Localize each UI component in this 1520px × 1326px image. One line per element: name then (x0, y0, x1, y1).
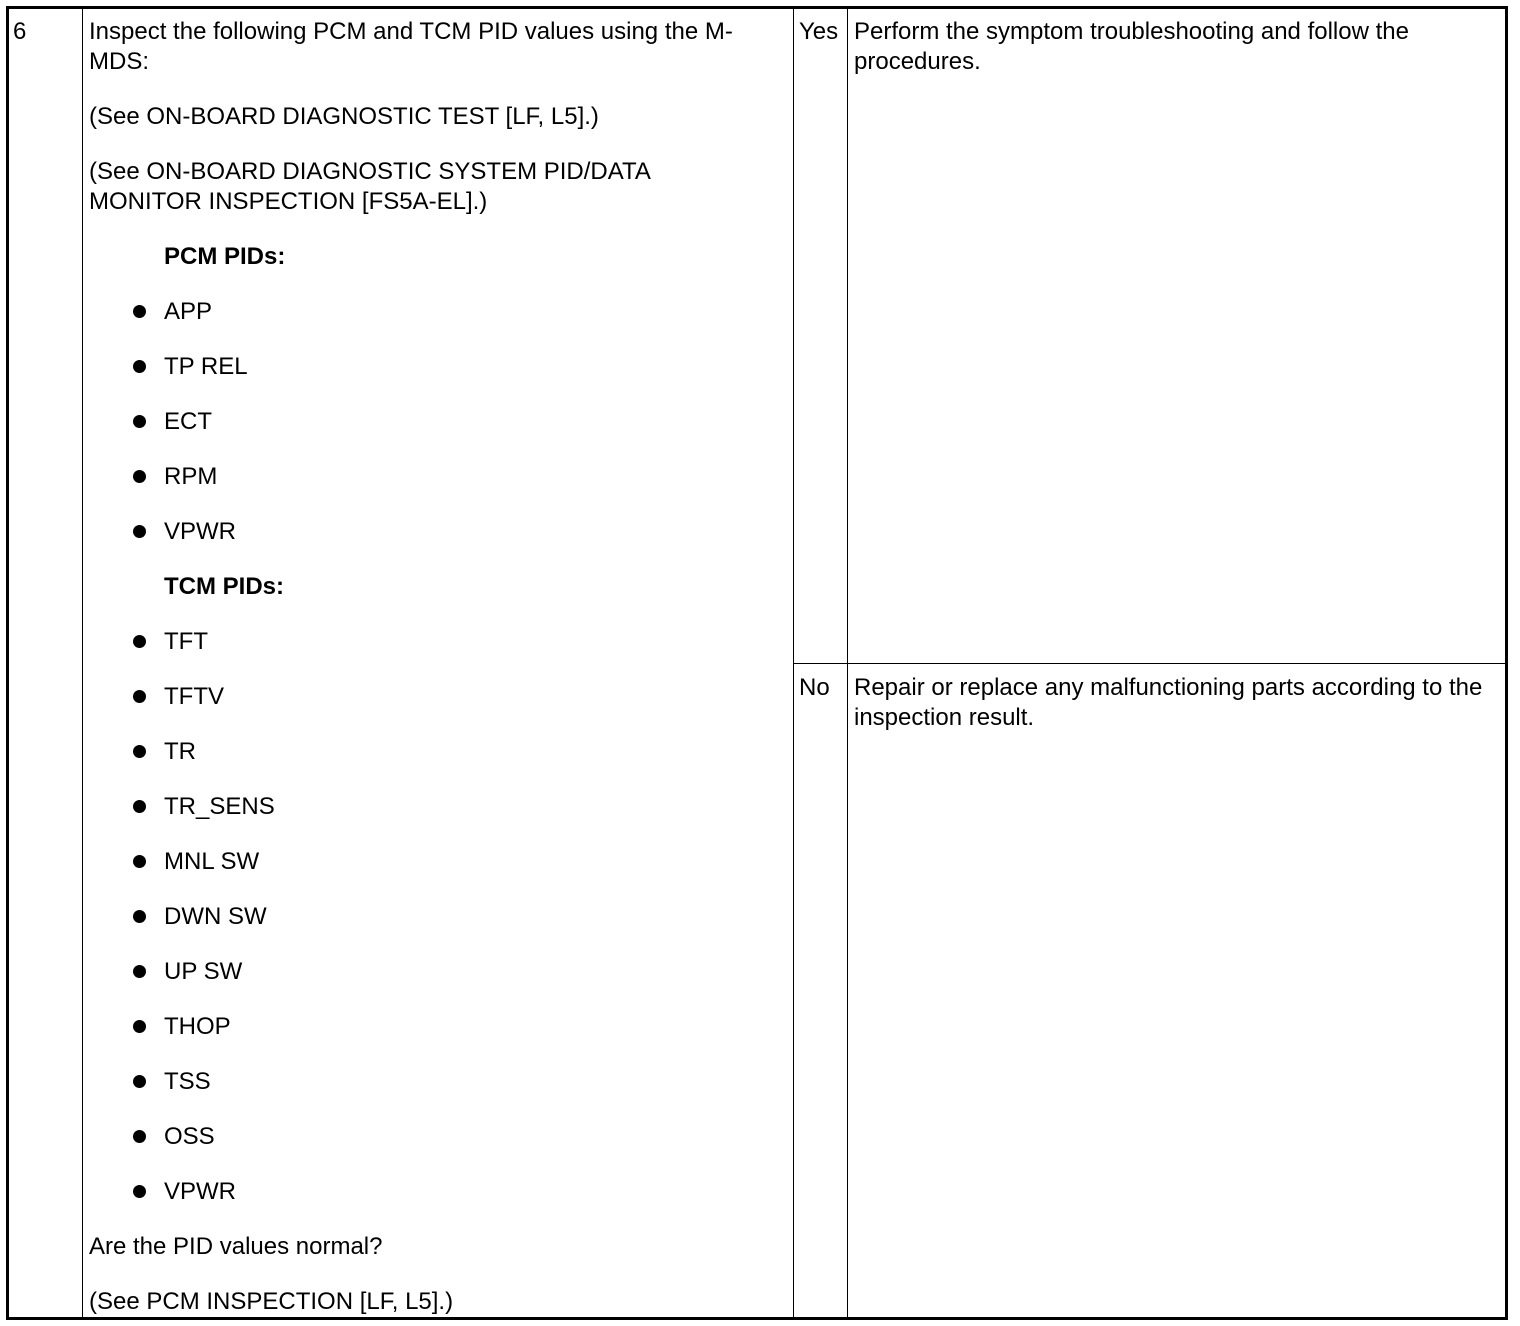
bullet-icon (133, 525, 146, 538)
pid-label: MNL SW (164, 848, 260, 875)
pid-label: OSS (164, 1123, 215, 1150)
pid-label: TSS (164, 1068, 211, 1095)
pid-label: TP REL (164, 353, 248, 380)
bullet-icon (133, 415, 146, 428)
pid-label: TR_SENS (164, 793, 275, 820)
bullet-icon (133, 1075, 146, 1088)
no-action: Repair or replace any malfunctioning parts according to the inspection result. (854, 674, 1483, 731)
pid-label: TR (164, 738, 196, 765)
pid-label: TFT (164, 628, 208, 655)
pid-label: DWN SW (164, 903, 267, 930)
troubleshooting-table (6, 6, 1508, 1320)
pid-label: RPM (164, 463, 218, 490)
yes-label: Yes (799, 18, 839, 45)
pid-label: THOP (164, 1013, 231, 1040)
pid-label: APP (164, 298, 213, 325)
bullet-icon (133, 635, 146, 648)
step-number: 6 (13, 18, 27, 45)
bullet-icon (133, 1185, 146, 1198)
pid-label: VPWR (164, 518, 236, 545)
column-divider (82, 9, 83, 1317)
bullet-icon (133, 305, 146, 318)
reference-onboard-test: (See ON-BOARD DIAGNOSTIC TEST [LF, L5].) (89, 103, 599, 130)
reference-pcm-inspection: (See PCM INSPECTION [LF, L5].) (89, 1288, 454, 1315)
tcm-pids-heading: TCM PIDs: (164, 573, 284, 600)
bullet-icon (133, 855, 146, 868)
bullet-icon (133, 1130, 146, 1143)
bullet-icon (133, 800, 146, 813)
pcm-pids-heading: PCM PIDs: (164, 243, 286, 270)
bullet-icon (133, 745, 146, 758)
reference-pid-monitor-line1: (See ON-BOARD DIAGNOSTIC SYSTEM PID/DATA (89, 158, 651, 185)
pid-label: TFTV (164, 683, 224, 710)
reference-pid-monitor-line2: MONITOR INSPECTION [FS5A-EL].) (89, 188, 488, 215)
bullet-icon (133, 1020, 146, 1033)
bullet-icon (133, 690, 146, 703)
yes-action: Perform the symptom troubleshooting and follow the procedures. (854, 18, 1409, 75)
bullet-icon (133, 965, 146, 978)
pid-label: VPWR (164, 1178, 236, 1205)
step-intro: Inspect the following PCM and TCM PID values using the M-MDS: (89, 18, 733, 75)
bullet-icon (133, 910, 146, 923)
pid-label: ECT (164, 408, 212, 435)
no-label: No (799, 674, 830, 701)
bullet-icon (133, 360, 146, 373)
inspection-question: Are the PID values normal? (89, 1233, 383, 1260)
bullet-icon (133, 470, 146, 483)
pid-label: UP SW (164, 958, 243, 985)
row-divider (793, 663, 1505, 664)
